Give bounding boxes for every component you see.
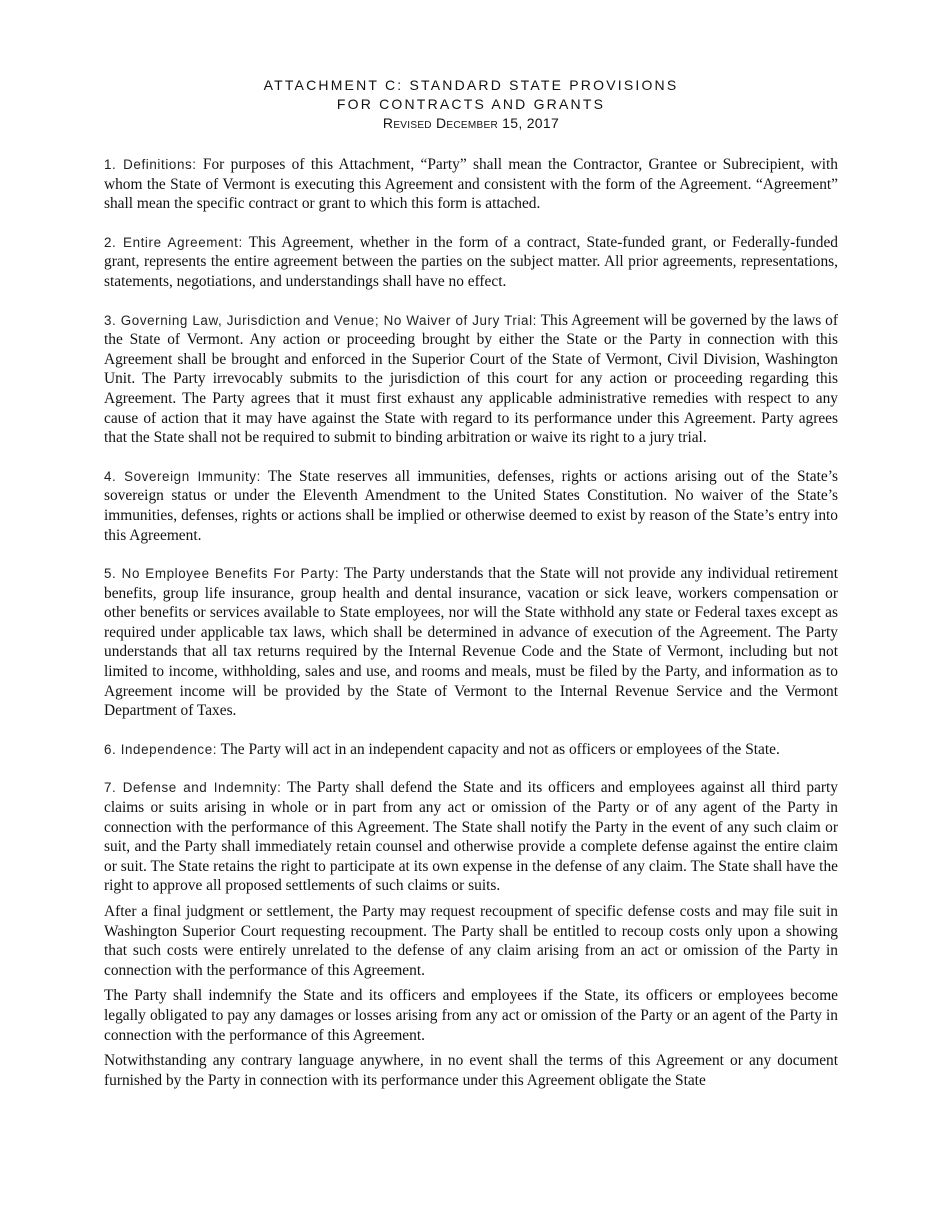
section-defense-and-indemnity xyxy=(104,778,838,1090)
section-heading: 7. Defense and Indemnity: xyxy=(104,780,282,796)
section-sovereign-immunity xyxy=(104,467,838,545)
section-heading: 6. Independence: xyxy=(104,741,218,757)
section-paragraph: After a final judgment or settlement, the Party may request recoupment of specific defense costs and may file suit in Washington Superior Court requesting recoupment. The Party shall be entitled to recoup costs only upon a showing that such costs were entirely unrelated to the defense of any claim arising from an act or omission of the Party in connection with the performance of this Agreement. xyxy=(104,903,838,979)
section-text: For purposes of this Attachment, “Party” shall mean the Contractor, Grantee or Subrecipient, with whom the State of Vermont is executing this Agreement and consistent with the form of the Agreement. “Agreement” shall mean the specific contract or grant to which this form is attached. xyxy=(104,156,838,213)
section-paragraph xyxy=(104,233,838,292)
section-paragraph xyxy=(104,155,838,214)
revision-date: Revised December 15, 2017 xyxy=(382,115,560,131)
section-paragraph xyxy=(104,778,838,896)
section-text: This Agreement will be governed by the laws of the State of Vermont. Any action or proceeding brought by either the State or the Party in connection with this Agreement shall be brought and enforced in the Superior Court of the State of Vermont, Civil Division, Washington Unit. The Party irrevocably submits to the jurisdiction of this court for any action or proceeding regarding this Agreement. The Party agrees that it must first exhaust any applicable administrative remedies with respect to any cause of action that it may have against the State with regard to its performance under this Agreement. Party agrees that the State shall not be required to submit to binding arbitration or waive its right to a jury trial. xyxy=(104,311,838,447)
section-paragraph xyxy=(104,467,838,545)
section-paragraph: Notwithstanding any contrary language anywhere, in no event shall the terms of this Agreement or any document furnished by the Party in connection with its performance under this Agreement obligate the State xyxy=(104,1052,838,1089)
section-independence xyxy=(104,740,838,760)
document-header xyxy=(104,76,838,133)
section-definitions xyxy=(104,155,838,214)
section-paragraph xyxy=(104,311,838,448)
section-heading: 4. Sovereign Immunity: xyxy=(104,468,261,484)
section-heading: 5. No Employee Benefits For Party: xyxy=(104,566,340,582)
section-heading: 3. Governing Law, Jurisdiction and Venue; No Waiver of Jury Trial: xyxy=(104,312,537,328)
section-text: The Party will act in an independent capacity and not as officers or employees of the State. xyxy=(217,740,780,758)
section-heading: 1. Definitions: xyxy=(104,157,197,172)
section-paragraph xyxy=(104,564,838,721)
section-text: The Party understands that the State will not provide any individual retirement benefits, group life insurance, group health and dental insurance, vacation or sick leave, workers compensation or other benefits or services available to State employees, nor will the State withhold any state or Federal taxes except as required under applicable tax laws, which shall be determined in advance of execution of the Agreement. The Party understands that all tax returns required by the Internal Revenue Code and the State of Vermont, including but not limited to income, withholding, sales and use, and rooms and meals, must be filed by the Party, and information as to Agreement income will be provided by the State of Vermont to the Internal Revenue Service and the Vermont Department of Taxes. xyxy=(104,565,838,720)
section-text: The Party shall defend the State and its officers and employees against all third party claims or suits arising in whole or in part from any act or omission of the Party or of any agent of the Party in connection with the performance of this Agreement. The State shall notify the Party in the event of any such claim or suit, and the Party shall immediately retain counsel and otherwise provide a complete defense against the entire claim or suit. The State retains the right to participate at its own expense in the defense of any claim. The State shall have the right to approve all proposed settlements of such claims or suits. xyxy=(104,779,838,895)
title-line-1: ATTACHMENT C: STANDARD STATE PROVISIONS xyxy=(263,77,679,93)
title-line-2: FOR CONTRACTS AND GRANTS xyxy=(336,96,606,112)
section-paragraph: The Party shall indemnify the State and its officers and employees if the State, its officers or employees become legally obligated to pay any damages or losses arising from any act or omission of the Party or an agent of the Party in connection with the performance of this Agreement. xyxy=(104,987,838,1044)
section-text: The State reserves all immunities, defenses, rights or actions arising out of the State’s sovereign status or under the Eleventh Amendment to the United States Constitution. No waiver of the State’s immunities, defenses, rights or actions shall be implied or otherwise deemed to exist by reason of the State’s entry into this Agreement. xyxy=(104,467,838,544)
section-no-employee-benefits xyxy=(104,564,838,721)
section-paragraph xyxy=(104,740,838,760)
section-entire-agreement xyxy=(104,233,838,292)
section-text: This Agreement, whether in the form of a contract, State-funded grant, or Federally-funded grant, represents the entire agreement between the parties on the subject matter. All prior agreements, representations, statements, negotiations, and understandings shall have no effect. xyxy=(104,233,838,290)
section-heading: 2. Entire Agreement: xyxy=(104,234,243,250)
section-governing-law xyxy=(104,311,838,448)
